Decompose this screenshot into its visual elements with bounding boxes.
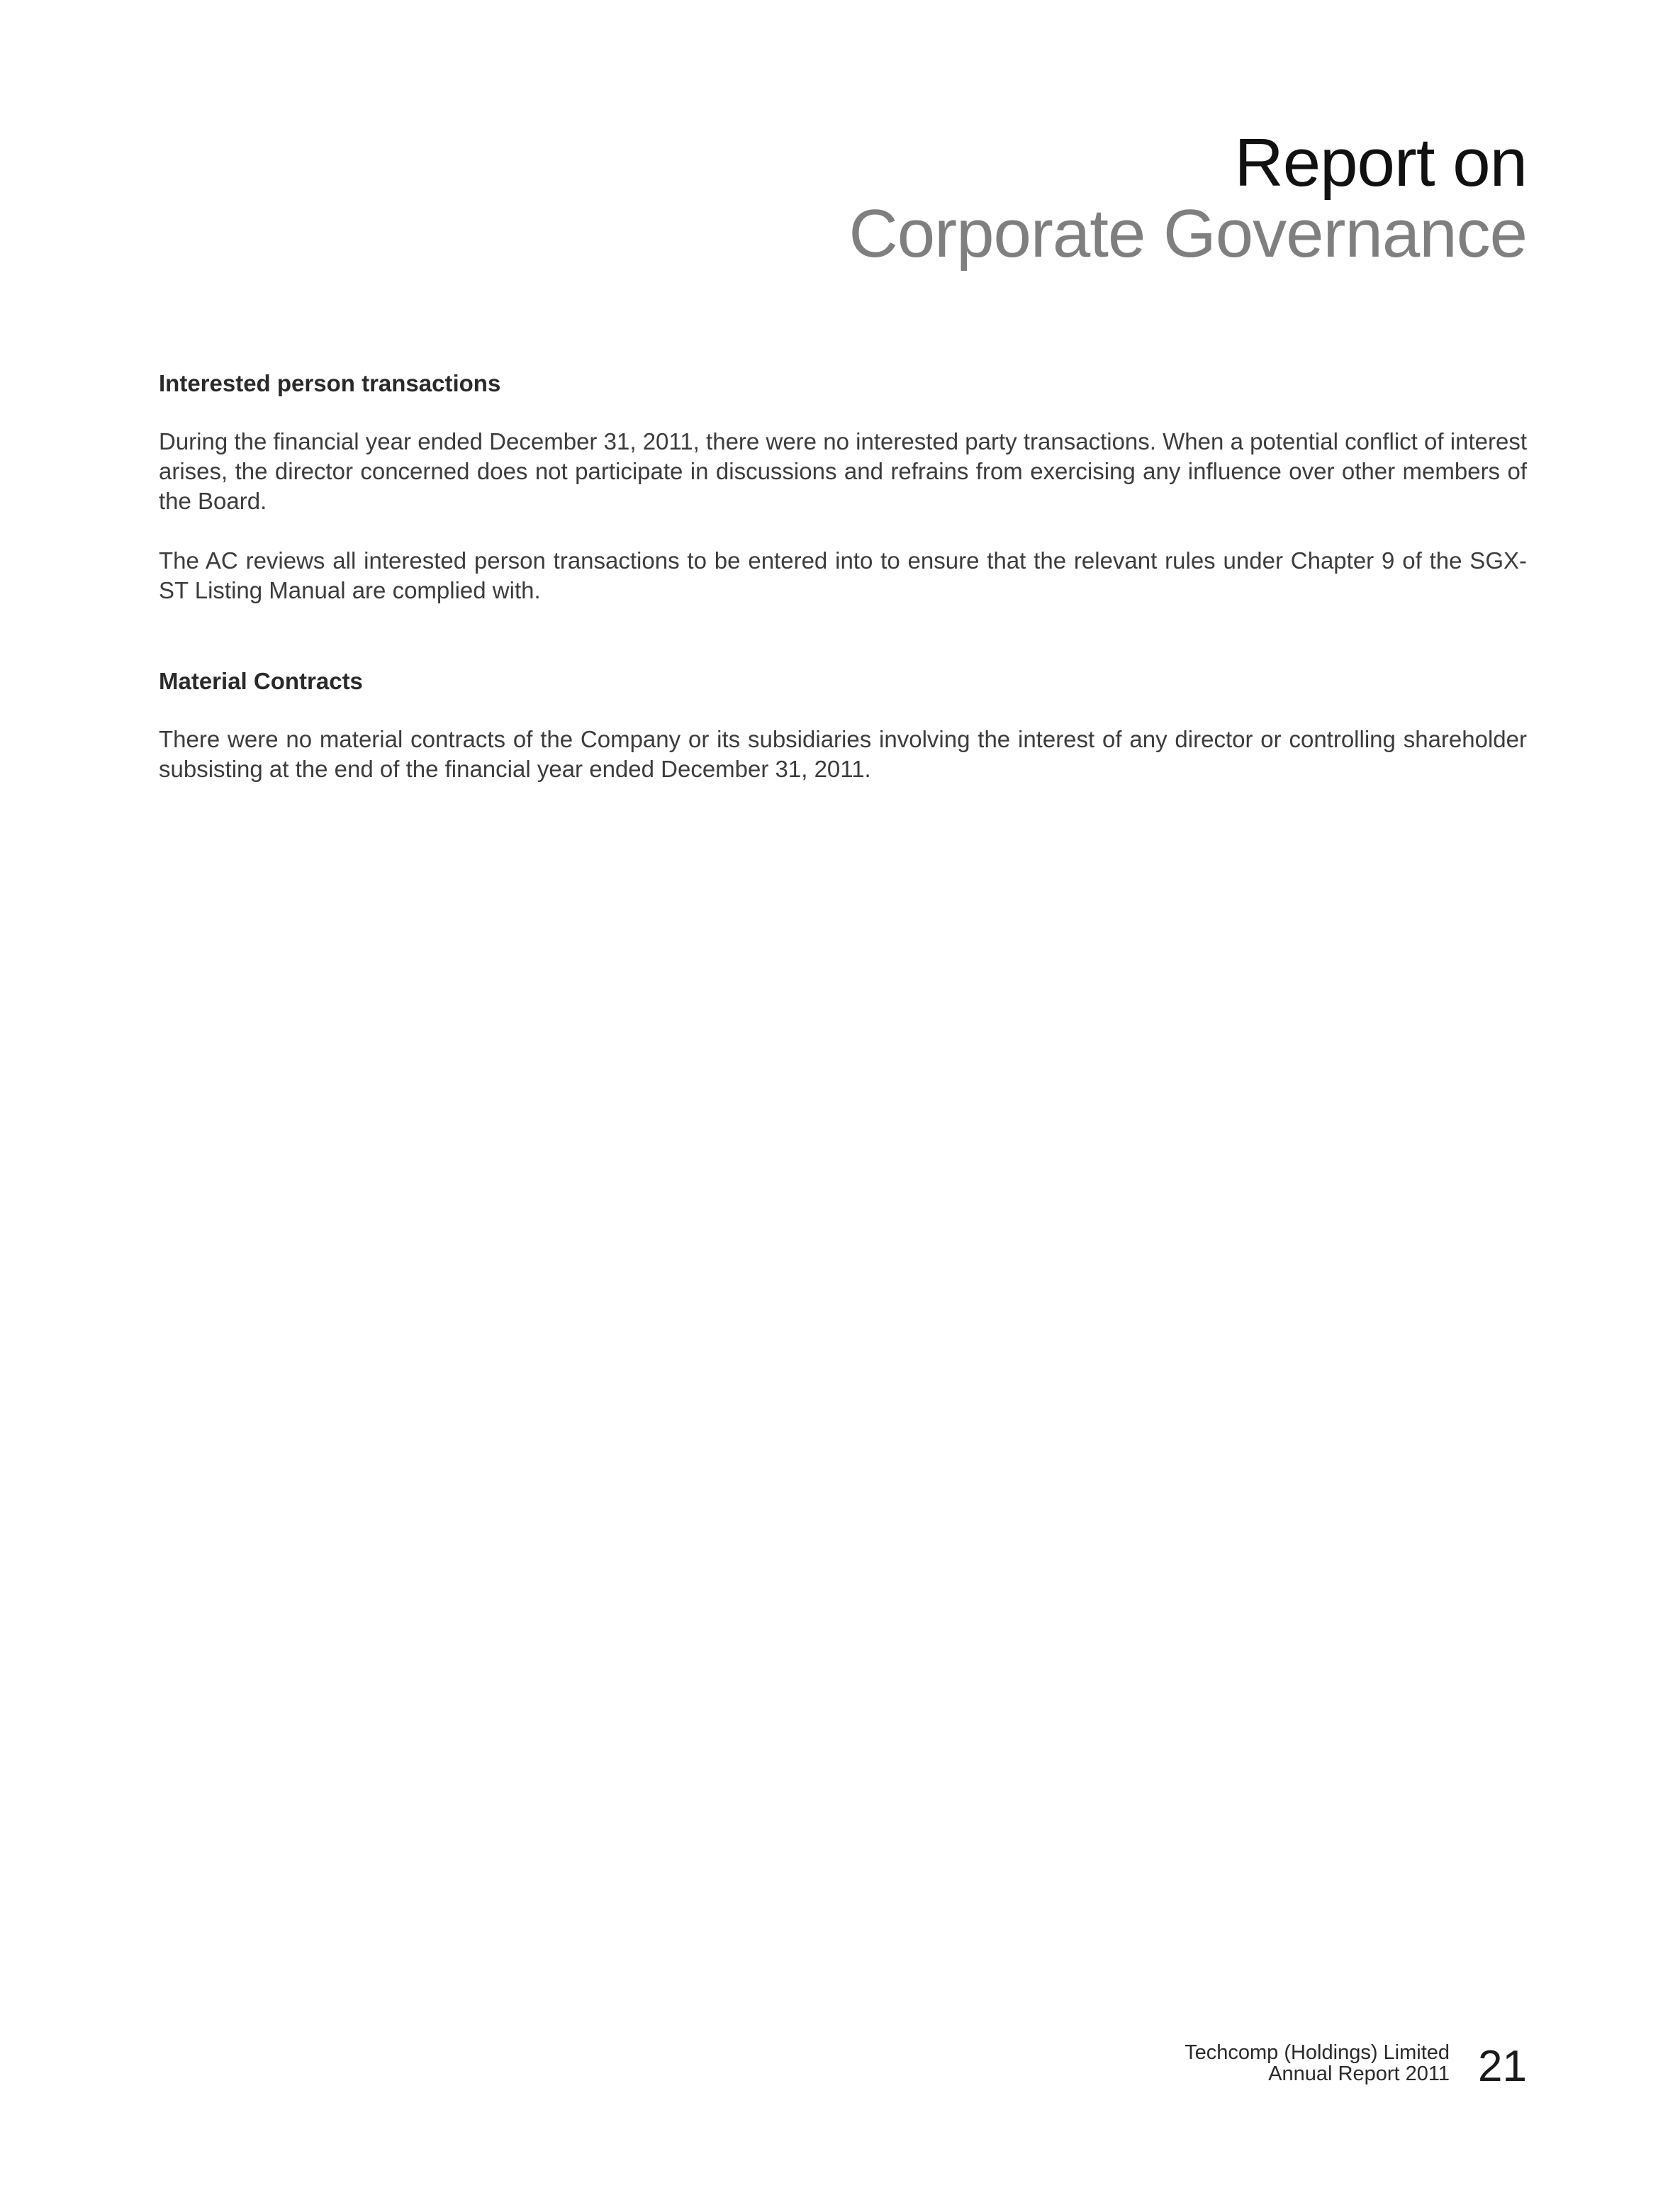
paragraph: There were no material contracts of the Company or its subsidiaries involving the interest of any director or controlling shareholder subsisting at the end of the financial year ended December 31, 2011. <box>159 726 1527 782</box>
footer-company-name: Techcomp (Holdings) Limited <box>1185 2041 1450 2064</box>
title-line-report-on: Report on <box>1234 125 1527 201</box>
section-spacer <box>159 635 1527 666</box>
page-number: 21 <box>1478 2042 1527 2091</box>
footer-report-name: Annual Report 2011 <box>1268 2063 1450 2085</box>
page-title <box>849 125 1527 272</box>
section-heading: Interested person transactions <box>159 370 501 396</box>
section-heading: Material Contracts <box>159 668 363 694</box>
page-footer <box>1185 2042 1527 2089</box>
footer-text <box>1185 2042 1450 2089</box>
title-line-corporate-governance: Corporate Governance <box>849 196 1527 272</box>
section-interested-person-transactions <box>159 369 1527 605</box>
document-body <box>159 369 1527 814</box>
paragraph: The AC reviews all interested person transactions to be entered into to ensure that the relevant rules under Chapter 9 of the SGX-ST Listing Manual are complied with. <box>159 547 1527 603</box>
section-material-contracts <box>159 666 1527 784</box>
paragraph: During the financial year ended December 31, 2011, there were no interested party transactions. When a potential conflict of interest arises, the director concerned does not participate in discussions and refrains from exercising any influence over other members of the Board. <box>159 428 1527 514</box>
